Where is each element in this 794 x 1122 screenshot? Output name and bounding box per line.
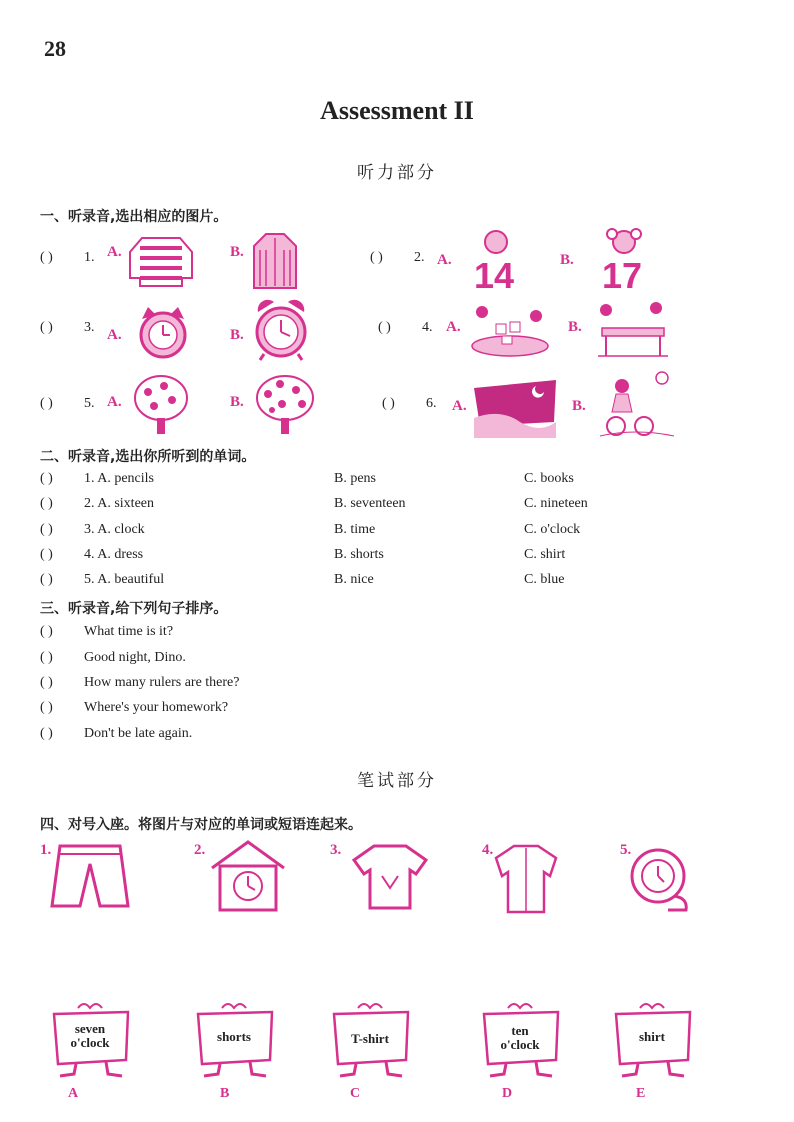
- section2-heading: 二、听录音,选出你所听到的单词。: [40, 449, 256, 465]
- option-c: C. books: [524, 471, 574, 486]
- tree-birds-icon[interactable]: [130, 374, 192, 436]
- coat-icon[interactable]: [252, 232, 298, 290]
- s3-row: [40, 726, 192, 742]
- answer-blank[interactable]: ( ): [40, 624, 53, 639]
- answer-blank[interactable]: ( ): [382, 396, 395, 411]
- s2-row: [40, 522, 145, 538]
- answer-blank[interactable]: ( ): [40, 471, 53, 486]
- option-a-label: A.: [107, 327, 122, 343]
- item-number: 3.: [84, 320, 95, 335]
- house-clock-icon[interactable]: [206, 838, 290, 914]
- s2-row: [40, 572, 164, 588]
- card-d-word[interactable]: [484, 1024, 556, 1051]
- s2-row: [40, 471, 154, 487]
- option-a: 4. A. dress: [84, 547, 144, 562]
- option-b-label: B.: [230, 244, 244, 260]
- answer-blank[interactable]: ( ): [40, 572, 53, 587]
- option-c: C. blue: [524, 572, 565, 587]
- s3-row: [40, 675, 239, 691]
- card-word-line1: ten: [511, 1023, 529, 1038]
- answer-blank[interactable]: ( ): [40, 522, 53, 537]
- answer-blank[interactable]: ( ): [40, 700, 53, 715]
- card-c-word[interactable]: [334, 1032, 406, 1046]
- option-b: B. nice: [334, 572, 374, 587]
- card-word-line1: shorts: [217, 1029, 251, 1044]
- option-b: B. pens: [334, 471, 376, 486]
- section3-heading: 三、听录音,给下列句子排序。: [40, 601, 228, 617]
- number-17-text: 17: [601, 255, 643, 292]
- s1-item-3: [40, 320, 95, 336]
- picture-number: 1.: [40, 842, 52, 858]
- card-a-letter: A: [68, 1086, 79, 1101]
- item-number: 2.: [414, 250, 425, 265]
- sentence: How many rulers are there?: [84, 675, 240, 690]
- answer-blank[interactable]: ( ): [40, 547, 53, 562]
- sweater-icon[interactable]: [128, 232, 194, 288]
- answer-blank[interactable]: ( ): [40, 650, 53, 665]
- tshirt-icon[interactable]: [350, 842, 430, 912]
- option-b: B. shorts: [334, 547, 384, 562]
- answer-blank[interactable]: ( ): [370, 250, 383, 265]
- item-number: 6.: [426, 396, 437, 411]
- option-a: 1. A. pencils: [84, 471, 154, 486]
- children-table-icon[interactable]: [590, 296, 676, 362]
- answer-blank[interactable]: ( ): [40, 726, 53, 741]
- card-a-word[interactable]: [54, 1022, 126, 1049]
- page-title: Assessment II: [320, 96, 474, 125]
- card-e-letter: E: [636, 1086, 646, 1101]
- s2-row: [40, 547, 143, 563]
- option-b: B. seventeen: [334, 496, 406, 511]
- children-counting-icon[interactable]: [466, 298, 552, 362]
- cat-clock-icon[interactable]: [132, 305, 194, 361]
- option-b-label: B.: [568, 319, 582, 335]
- sentence: What time is it?: [84, 624, 174, 639]
- s1-item-6: [382, 396, 437, 412]
- answer-blank[interactable]: ( ): [40, 496, 53, 511]
- card-b-word[interactable]: [198, 1030, 270, 1044]
- option-c: C. shirt: [524, 547, 566, 562]
- s1-item-2: [370, 250, 425, 266]
- option-a: 3. A. clock: [84, 522, 145, 537]
- s3-row: [40, 650, 186, 666]
- section1-heading: 一、听录音,选出相应的图片。: [40, 209, 228, 225]
- card-e-word[interactable]: [616, 1030, 688, 1044]
- number-17-mouse-icon[interactable]: [590, 228, 656, 292]
- page-number: 28: [44, 36, 66, 61]
- card-word-line2: o'clock: [70, 1034, 110, 1050]
- option-c: C. o'clock: [524, 522, 581, 537]
- tree-hearts-icon[interactable]: [252, 374, 318, 436]
- item-number: 4.: [422, 320, 433, 335]
- s1-item-1: [40, 250, 95, 266]
- option-a-label: A.: [446, 319, 461, 335]
- writing-section-title: 笔试部分: [357, 771, 437, 791]
- answer-blank[interactable]: ( ): [40, 396, 53, 411]
- s3-row: [40, 624, 173, 640]
- card-b-letter: B: [220, 1086, 230, 1101]
- number-14-text: 14: [473, 255, 515, 292]
- card-word-line1: shirt: [639, 1029, 665, 1044]
- option-b-label: B.: [572, 398, 586, 414]
- option-b-label: B.: [230, 394, 244, 410]
- option-b: B. time: [334, 522, 376, 537]
- answer-blank[interactable]: ( ): [40, 675, 53, 690]
- option-a-label: A.: [107, 394, 122, 410]
- picture-number: 5.: [620, 842, 632, 858]
- card-word-line1: T-shirt: [351, 1031, 389, 1046]
- shorts-icon[interactable]: [40, 842, 130, 912]
- s2-row: [40, 496, 154, 512]
- card-d-letter: D: [502, 1086, 513, 1101]
- item-number: 5.: [84, 396, 95, 411]
- option-a-label: A.: [107, 244, 122, 260]
- number-14-octopus-icon[interactable]: [462, 228, 528, 292]
- girl-bicycle-icon[interactable]: [598, 370, 676, 438]
- night-scene-icon[interactable]: [470, 378, 560, 440]
- answer-blank[interactable]: ( ): [40, 320, 53, 335]
- sentence: Don't be late again.: [84, 726, 193, 741]
- alarm-clock-icon[interactable]: [250, 298, 312, 362]
- answer-blank[interactable]: ( ): [378, 320, 391, 335]
- s3-row: [40, 700, 228, 716]
- picture-number: 4.: [482, 842, 494, 858]
- sentence: Good night, Dino.: [84, 650, 186, 665]
- option-c: C. nineteen: [524, 496, 588, 511]
- card-word-line2: o'clock: [500, 1036, 540, 1052]
- answer-blank[interactable]: ( ): [40, 250, 53, 265]
- option-a: 2. A. sixteen: [84, 496, 154, 511]
- picture-number: 3.: [330, 842, 342, 858]
- s1-item-5: [40, 396, 95, 412]
- option-a-label: A.: [452, 398, 467, 414]
- s1-item-4: [378, 320, 433, 336]
- card-c-letter: C: [350, 1086, 361, 1101]
- card-word-line1: seven: [74, 1021, 106, 1036]
- section4-heading: 四、对号入座。将图片与对应的单词或短语连起来。: [40, 817, 362, 833]
- option-b-label: B.: [230, 327, 244, 343]
- listening-section-title: 听力部分: [357, 163, 437, 183]
- sentence: Where's your homework?: [84, 700, 229, 715]
- option-b-label: B.: [560, 252, 574, 268]
- picture-number: 2.: [194, 842, 206, 858]
- option-a-label: A.: [437, 252, 452, 268]
- item-number: 1.: [84, 250, 95, 265]
- option-a: 5. A. beautiful: [84, 572, 165, 587]
- shirt-icon[interactable]: [492, 842, 560, 916]
- desk-clock-icon[interactable]: [628, 846, 694, 914]
